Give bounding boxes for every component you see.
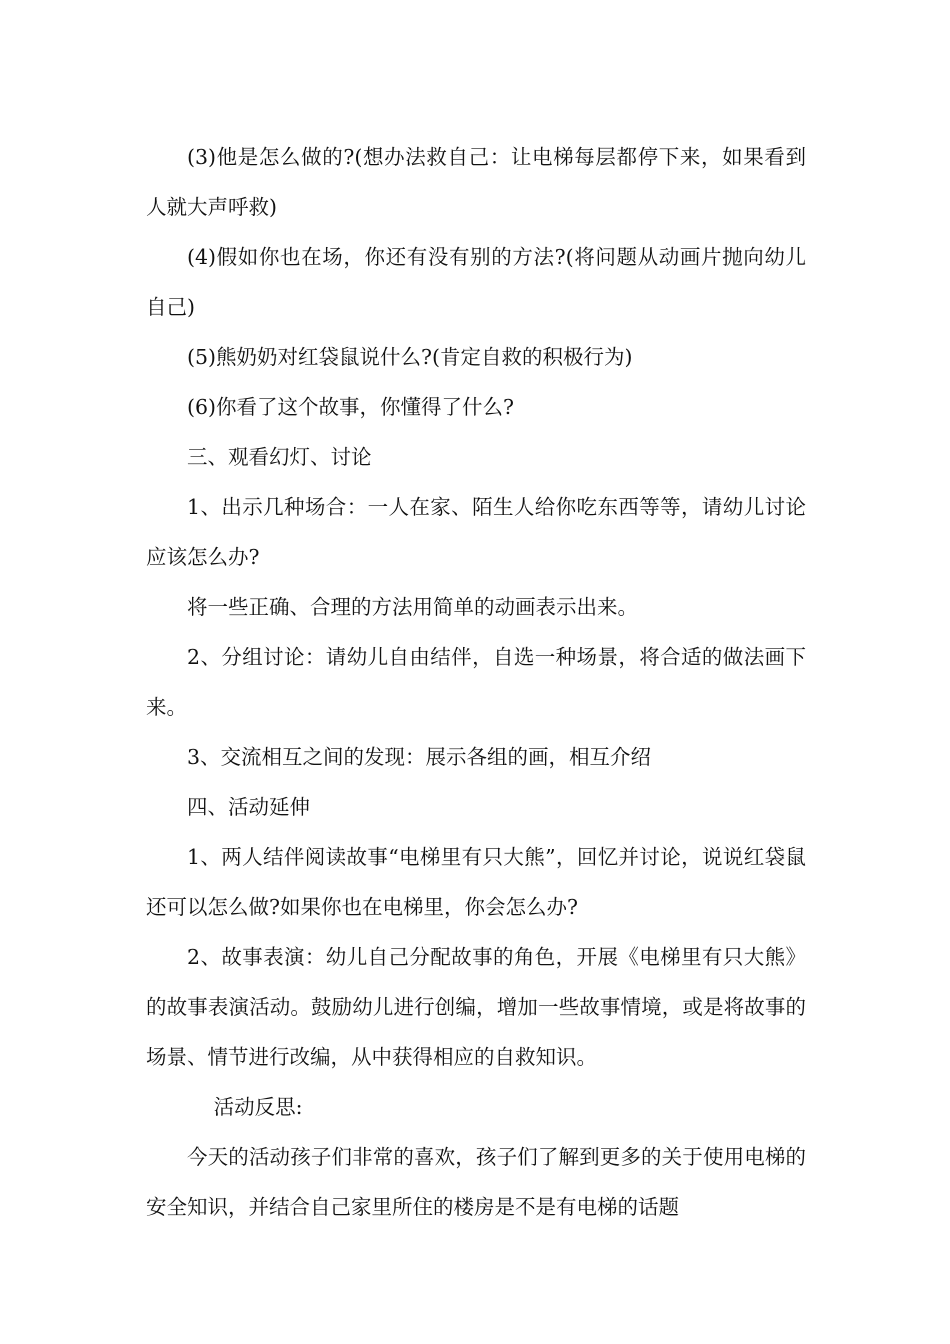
paragraph-step-2: 2、分组讨论：请幼儿自由结伴，自选一种场景，将合适的做法画下来。 — [146, 645, 806, 719]
paragraph-step-1: 1、出示几种场合：一人在家、陌生人给你吃东西等等，请幼儿讨论应该怎么办? — [146, 495, 806, 569]
paragraph-step-3: 3、交流相互之间的发现：展示各组的画，相互介绍 — [187, 745, 652, 769]
paragraph-animation-note: 将一些正确、合理的方法用简单的动画表示出来。 — [187, 595, 638, 619]
paragraph-question-5: (5)熊奶奶对红袋鼠说什么?(肯定自救的积极行为) — [187, 345, 633, 369]
paragraph-extension-1: 1、两人结伴阅读故事“电梯里有只大熊”，回忆并讨论，说说红袋鼠还可以怎么做?如果你也在电梯里，你会怎么办? — [146, 845, 806, 919]
section-heading-4: 四、活动延伸 — [187, 795, 310, 819]
section-heading-3: 三、观看幻灯、讨论 — [187, 445, 372, 469]
paragraph-extension-2: 2、故事表演：幼儿自己分配故事的角色，开展《电梯里有只大熊》的故事表演活动。鼓励幼儿进行创编，增加一些故事情境，或是将故事的场景、情节进行改编，从中获得相应的自救知识。 — [146, 945, 806, 1069]
paragraph-reflection: 今天的活动孩子们非常的喜欢，孩子们了解到更多的关于使用电梯的安全知识，并结合自己家里所住的楼房是不是有电梯的话题 — [146, 1145, 806, 1219]
paragraph-question-3: (3)他是怎么做的?(想办法救自己：让电梯每层都停下来，如果看到人就大声呼救) — [146, 145, 806, 219]
document-body — [146, 132, 806, 1232]
paragraph-question-6: (6)你看了这个故事，你懂得了什么? — [187, 395, 515, 419]
paragraph-question-4: (4)假如你也在场，你还有没有别的方法?(将问题从动画片抛向幼儿自己) — [146, 245, 806, 319]
reflection-heading: 活动反思: — [213, 1095, 303, 1119]
